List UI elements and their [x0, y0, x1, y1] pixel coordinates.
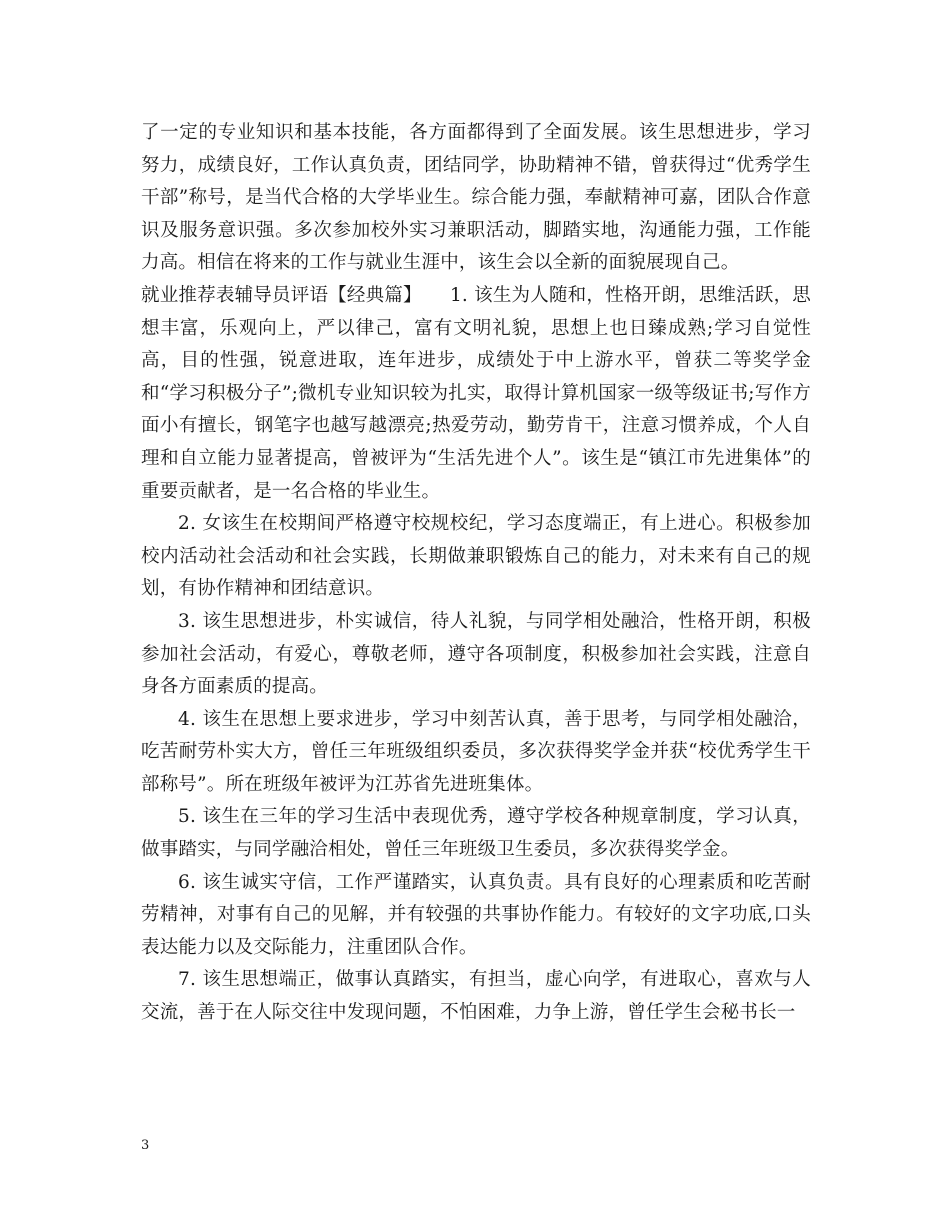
paragraph-item-7: 7. 该生思想端正，做事认真踏实，有担当，虚心向学，有进取心，喜欢与人交流，善于在人际交往中发现问题，不怕困难，力争上游，曾任学生会秘书长一 [141, 969, 811, 1024]
page-number: 3 [141, 1138, 150, 1153]
document-body [141, 117, 811, 1030]
paragraph-item-4: 4. 该生在思想上要求进步，学习中刻苦认真，善于思考，与同学相处融洽，吃苦耐劳朴实大方，曾任三年班级组织委员，多次获得奖学金并获“校优秀学生干部称号”。所在班级年被评为江苏省先进班集体。 [141, 708, 811, 795]
paragraph-item-6: 6. 该生诚实守信，工作严谨踏实，认真负责。具有良好的心理素质和吃苦耐劳精神，对事有自己的见解，并有较强的共事协作能力。有较好的文字功底,口头表达能力以及交际能力，注重团队合作。 [141, 871, 811, 958]
paragraph-item-2: 2. 女该生在校期间严格遵守校规校纪，学习态度端正，有上进心。积极参加校内活动社会活动和社会实践，长期做兼职锻炼自己的能力，对未来有自己的规划，有协作精神和团结意识。 [141, 513, 811, 600]
paragraph-item-3: 3. 该生思想进步，朴实诚信，待人礼貌，与同学相处融洽，性格开朗，积极参加社会活动，有爱心，尊敬老师，遵守各项制度，积极参加社会实践，注意自身各方面素质的提高。 [141, 610, 811, 698]
paragraph-section-heading-item-1: 就业推荐表辅导员评语【经典篇】 1. 该生为人随和，性格开朗，思维活跃，思想丰富，乐观向上，严以律己，富有文明礼貌，思想上也日臻成熟;学习自觉性高，目的性强，锐意进取，连年进步，成绩处于中上游水平，曾获二等奖学金和“学习积极分子”;微机专业知识较为扎实，取得计算机国家一级等级证书;写作方面小有擅长，钢笔字也越写越漂亮;热爱劳动，勤劳肯干，注意习惯养成，个人自理和自立能力显著提高，曾被评为“生活先进个人”。该生是“镇江市先进集体”的重要贡献者，是一名合格的毕业生。 [141, 284, 811, 502]
paragraph-item-5: 5. 该生在三年的学习生活中表现优秀，遵守学校各种规章制度，学习认真，做事踏实，与同学融洽相处，曾任三年班级卫生委员，多次获得奖学金。 [141, 806, 811, 861]
paragraph-intro-continuation: 了一定的专业知识和基本技能，各方面都得到了全面发展。该生思想进步，学习努力，成绩良好，工作认真负责，团结同学，协助精神不错，曾获得过“优秀学生干部”称号，是当代合格的大学毕业生。综合能力强，奉献精神可嘉，团队合作意识及服务意识强。多次参加校外实习兼职活动，脚踏实地，沟通能力强，工作能力高。相信在将来的工作与就业生涯中，该生会以全新的面貌展现自己。 [141, 122, 811, 274]
